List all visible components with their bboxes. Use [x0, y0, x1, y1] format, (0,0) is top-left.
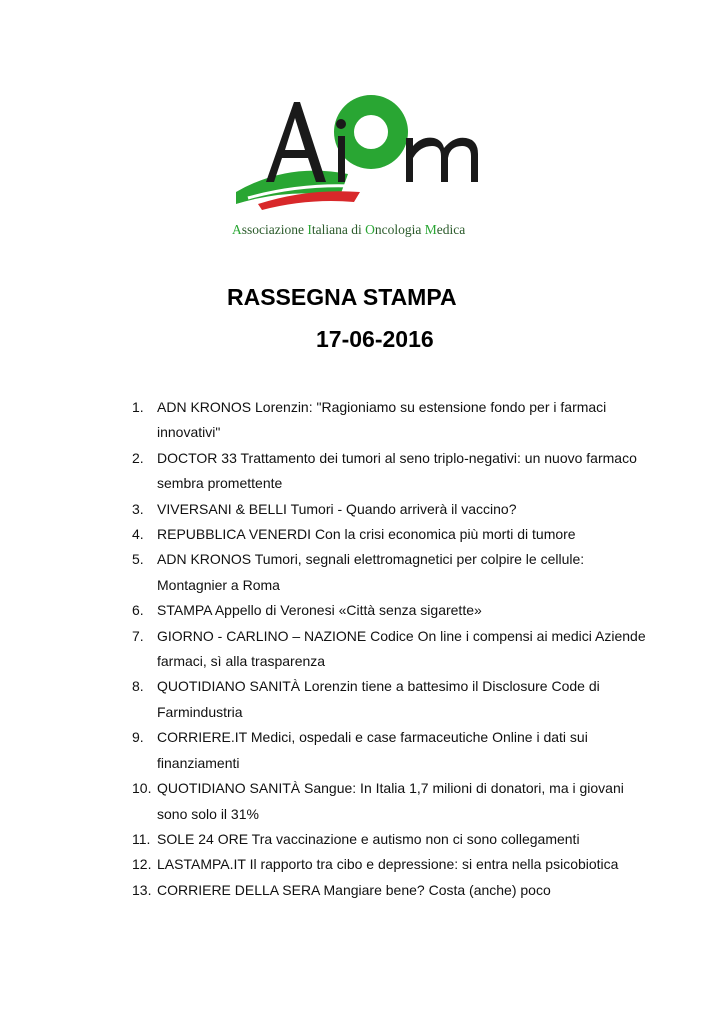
item-number: 13.: [132, 881, 152, 898]
item-number: 7.: [132, 627, 144, 644]
list-item: [132, 776, 652, 827]
item-text: CORRIERE DELLA SERA Mangiare bene? Costa (anche) poco: [157, 881, 551, 898]
item-number: 10.: [132, 780, 152, 797]
item-text: LASTAMPA.IT Il rapporto tra cibo e depressione: si entra nella psicobiotica: [157, 856, 619, 873]
press-review-list: [132, 395, 652, 903]
page-title: RASSEGNA STAMPA: [227, 284, 457, 310]
logo-subtitle: Associazione Italiana di Oncologia Medica: [232, 222, 466, 237]
list-item: [132, 827, 652, 852]
list-item: [132, 522, 652, 547]
item-text: SOLE 24 ORE Tra vaccinazione e autismo non ci sono collegamenti: [157, 830, 580, 847]
item-text: VIVERSANI & BELLI Tumori - Quando arriverà il vaccino?: [157, 500, 517, 517]
item-number: 3.: [132, 500, 144, 517]
item-text: QUOTIDIANO SANITÀ Lorenzin tiene a battesimo il Disclosure Code di Farmindustria: [157, 678, 600, 720]
logo-letter-a: [266, 102, 326, 182]
list-item: [132, 547, 652, 598]
logo-letter-i: [338, 136, 345, 182]
item-number: 9.: [132, 729, 144, 746]
list-item: [132, 674, 652, 725]
item-number: 2.: [132, 449, 144, 466]
aiom-logo: [228, 92, 498, 242]
list-item: [132, 446, 652, 497]
page-date: 17-06-2016: [316, 326, 434, 352]
list-item: [132, 852, 652, 877]
item-text: ADN KRONOS Tumori, segnali elettromagnetici per colpire le cellule: Montagnier a Roma: [157, 551, 585, 593]
item-text: REPUBBLICA VENERDI Con la crisi economica più morti di tumore: [157, 526, 576, 543]
item-text: STAMPA Appello di Veronesi «Città senza sigarette»: [157, 602, 482, 619]
item-text: CORRIERE.IT Medici, ospedali e case farmaceutiche Online i dati sui finanziamenti: [157, 729, 588, 771]
item-text: QUOTIDIANO SANITÀ Sangue: In Italia 1,7 milioni di donatori, ma i giovani sono solo il 31%: [157, 780, 624, 822]
item-number: 6.: [132, 602, 144, 619]
item-text: ADN KRONOS Lorenzin: "Ragioniamo su estensione fondo per i farmaci innovativi": [157, 399, 607, 441]
item-number: 5.: [132, 551, 144, 568]
list-item: [132, 497, 652, 522]
aiom-logo-graphic: [228, 92, 498, 242]
item-number: 1.: [132, 399, 144, 415]
item-text: DOCTOR 33 Trattamento dei tumori al seno triplo-negativi: un nuovo farmaco sembra promettente: [157, 449, 637, 492]
logo-letter-m: [406, 138, 478, 182]
item-number: 12.: [132, 856, 152, 873]
item-number: 4.: [132, 526, 144, 543]
item-number: 11.: [132, 830, 151, 847]
list-item: [132, 878, 652, 903]
item-text: GIORNO - CARLINO – NAZIONE Codice On line i compensi ai medici Aziende farmaci, sì alla trasparenza: [157, 627, 646, 670]
list-item: [132, 395, 652, 446]
list-item: [132, 725, 652, 776]
list-item: [132, 624, 652, 675]
item-number: 8.: [132, 678, 144, 695]
list-item: [132, 598, 652, 623]
